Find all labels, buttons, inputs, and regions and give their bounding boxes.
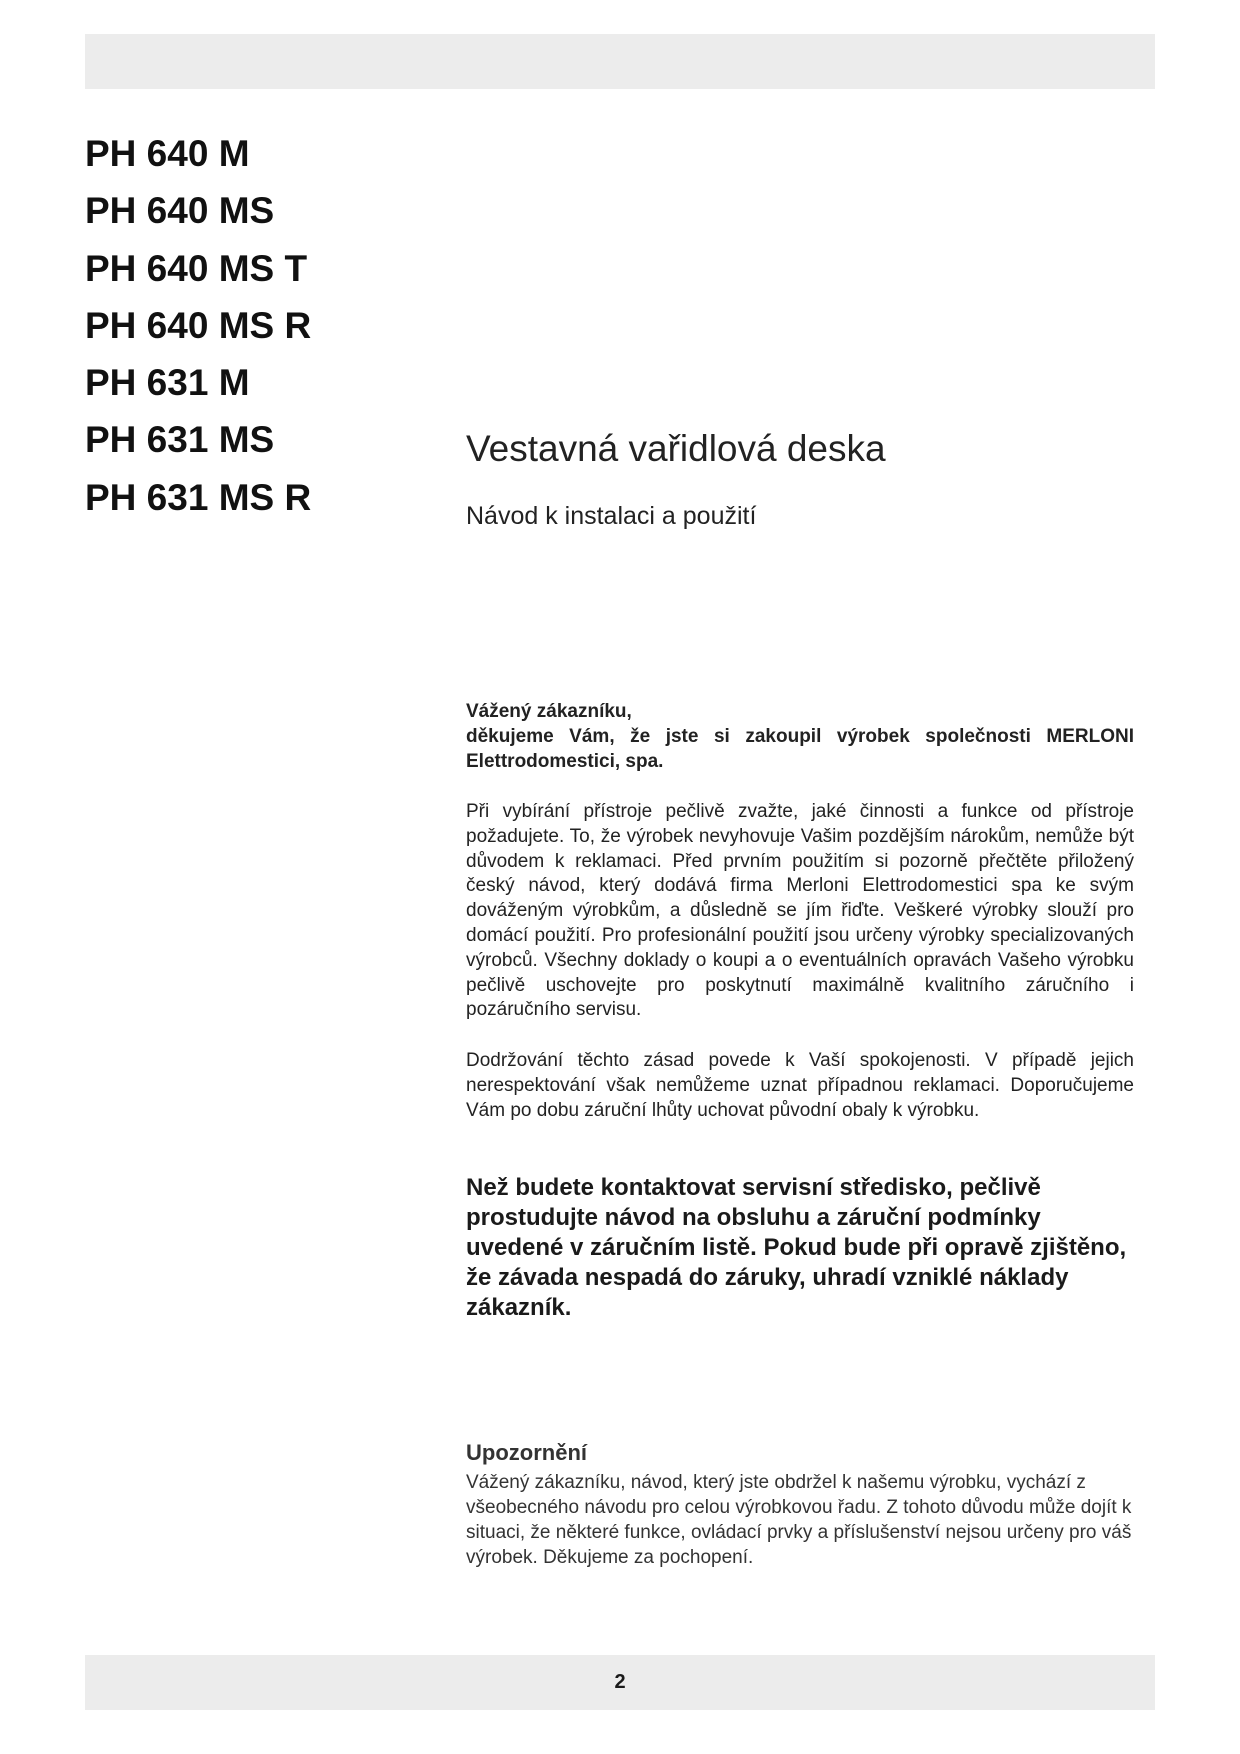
model-name: PH 631 MS R bbox=[85, 476, 312, 518]
intro-paragraph bbox=[466, 800, 1134, 1023]
page-number: 2 bbox=[614, 1671, 626, 1693]
greeting-thanks: děkujeme Vám, že jste si zakoupil výrobek společnosti MERLONI Elettrodomestici, spa. bbox=[466, 725, 1134, 772]
model-name: PH 640 M bbox=[85, 133, 250, 174]
document-subtitle: Návod k instalaci a použití bbox=[466, 502, 757, 530]
header-band bbox=[85, 34, 1155, 89]
footer-band bbox=[85, 1655, 1155, 1710]
model-name: PH 640 MS bbox=[85, 190, 275, 232]
document-title: Vestavná vařidlová deska bbox=[466, 428, 886, 469]
warning-body: Vážený zákazníku, návod, který jste obdržel k našemu výrobku, vychází z všeobecného návodu pro celou výrobkovou řadu. Z tohoto důvodu může dojít k situaci, že některé funkce, ovládací prvky a příslušenství nejsou určeny pro váš výrobek. Děkujeme za pochopení. bbox=[466, 1472, 1132, 1568]
model-name: PH 631 M bbox=[85, 362, 250, 404]
greeting-salutation: Vážený zákazníku, bbox=[466, 701, 632, 722]
greeting bbox=[466, 700, 1134, 774]
model-name: PH 640 MS R bbox=[85, 304, 312, 346]
intro-paragraph-text: Při vybírání přístroje pečlivě zvažte, jaké činnosti a funkce od přístroje požadujete. To, že výrobek nevyhovuje Vašim pozdějším nárokům, nemůže být důvodem k reklamaci. Před prvním použitím si pozorně přečtěte přiložený český návod, který dodává firma Merloni Elettrodomestici spa ke svým dováženým výrobkům, a důsledně se jím řiďte. Veškeré výrobky slouží pro domácí použití. Pro profesionální použití jsou určeny výrobky specializovaných výrobců. Všechny doklady o koupi a o eventuálních opravách Vašeho výrobku pečlivě uschovejte pro poskytnutí maximálně kvalitního záručního i pozáručního servisu. bbox=[466, 801, 1134, 1021]
compliance-paragraph-text: Dodržování těchto zásad povede k Vaší spokojenosti. V případě jejich nerespektování však nemůžeme uznat případnou reklamaci. Doporučujeme Vám po dobu záruční lhůty uchovat původní obaly k výrobku. bbox=[466, 1050, 1134, 1121]
model-name: PH 631 MS bbox=[85, 419, 275, 461]
model-list bbox=[85, 125, 311, 526]
compliance-paragraph bbox=[466, 1049, 1134, 1123]
warning-title: Upozornění bbox=[466, 1440, 587, 1465]
service-notice: Než budete kontaktovat servisní středisko, pečlivě prostudujte návod na obsluhu a záruční podmínky uvedené v záručním listě. Pokud bude při opravě zjištěno, že závada nespadá do záruky, uhradí vzniklé náklady zákazník. bbox=[466, 1174, 1127, 1321]
model-name: PH 640 MS T bbox=[85, 247, 308, 289]
